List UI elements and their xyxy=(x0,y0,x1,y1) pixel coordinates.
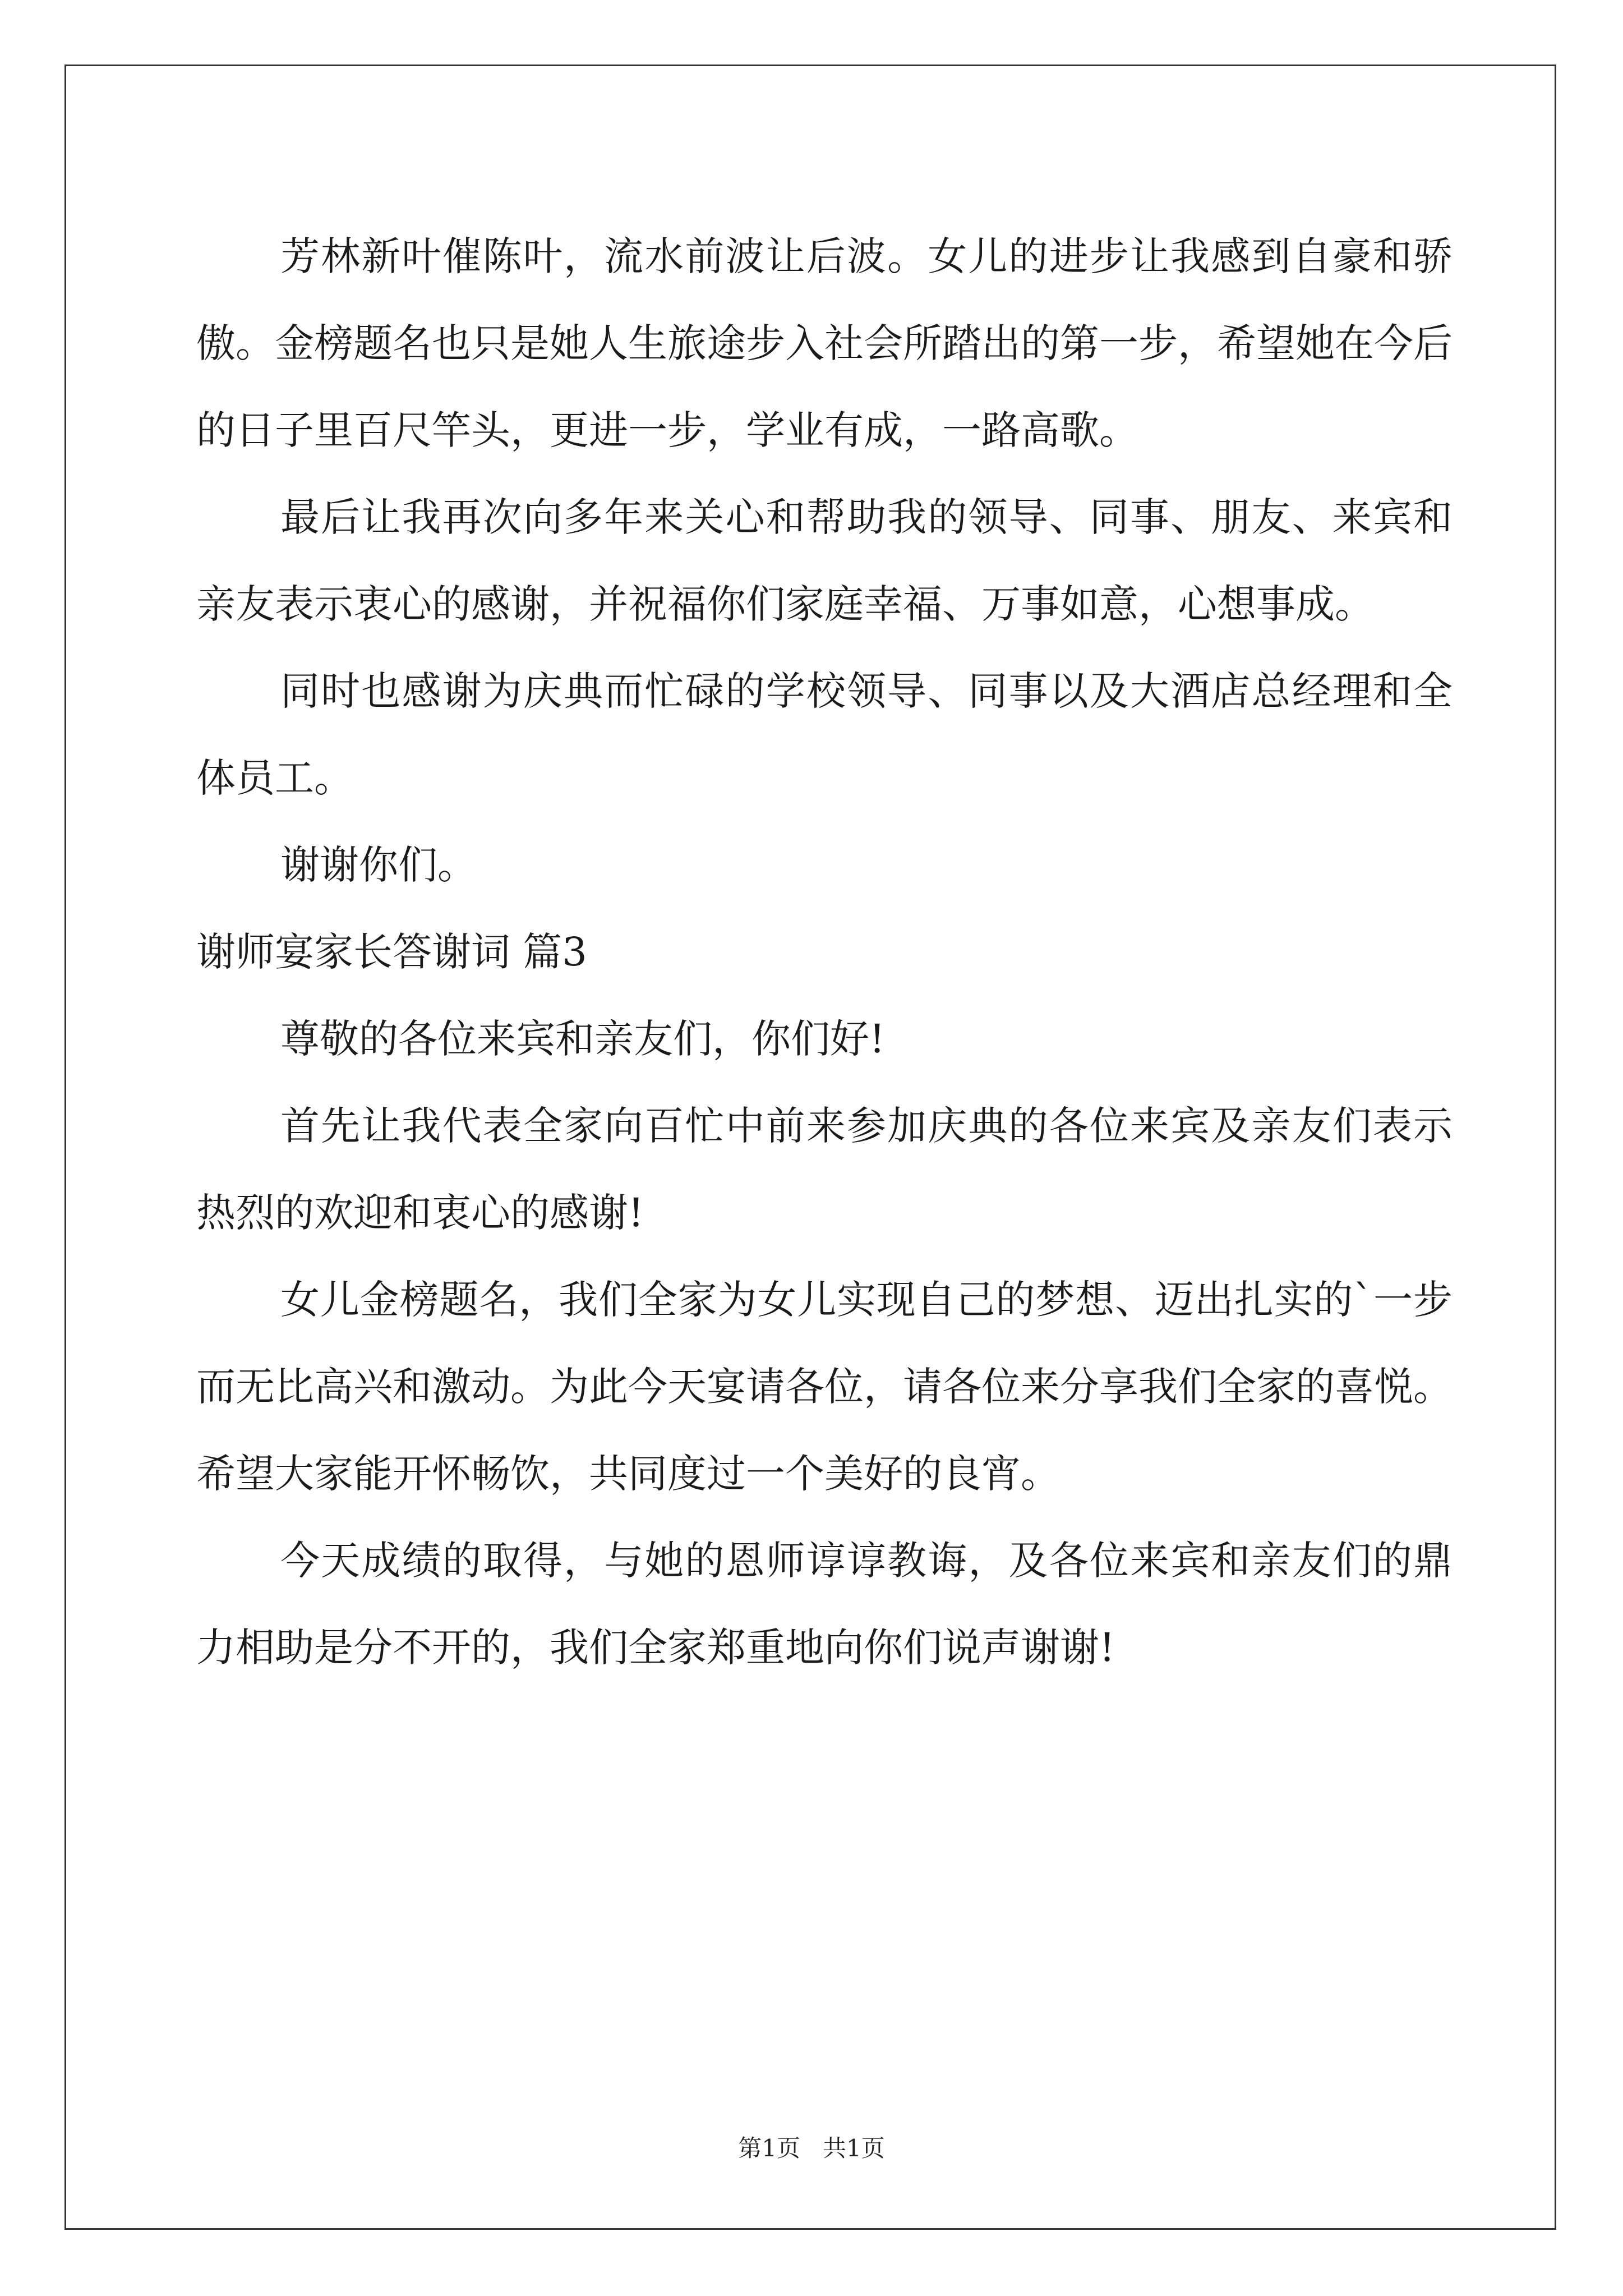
page-number: 第1页 xyxy=(738,2134,800,2162)
section-heading: 谢师宴家长答谢词 篇3 xyxy=(196,929,587,975)
paragraph: 尊敬的各位来宾和亲友们，你们好! xyxy=(280,1016,886,1062)
paragraph: 谢谢你们。 xyxy=(280,842,477,888)
page-total: 共1页 xyxy=(823,2134,885,2162)
paragraph: 最后让我再次向多年来关心和帮助我的领导、同事、朋友、来宾和亲友表示衷心的感谢，并祝福你们家庭幸福、万事如意，心想事成。 xyxy=(196,494,1453,627)
paragraph: 女儿金榜题名，我们全家为女儿实现自己的梦想、迈出扎实的`一步而无比高兴和激动。为此今天宴请各位，请各位来分享我们全家的喜悦。希望大家能开怀畅饮，共同度过一个美好的良宵。 xyxy=(196,1277,1453,1497)
paragraph: 首先让我代表全家向百忙中前来参加庆典的各位来宾及亲友们表示热烈的欢迎和衷心的感谢! xyxy=(196,1103,1453,1236)
document-body xyxy=(196,213,1453,1691)
paragraph: 今天成绩的取得，与她的恩师谆谆教诲，及各位来宾和亲友们的鼎力相助是分不开的，我们全家郑重地向你们说声谢谢! xyxy=(196,1538,1453,1671)
paragraph: 芳林新叶催陈叶，流水前波让后波。女儿的进步让我感到自豪和骄傲。金榜题名也只是她人生旅途步入社会所踏出的第一步，希望她在今后的日子里百尺竿头，更进一步，学业有成，一路高歌。 xyxy=(196,233,1453,453)
page-footer xyxy=(0,2132,1623,2165)
paragraph: 同时也感谢为庆典而忙碌的学校领导、同事以及大酒店总经理和全体员工。 xyxy=(196,668,1453,801)
